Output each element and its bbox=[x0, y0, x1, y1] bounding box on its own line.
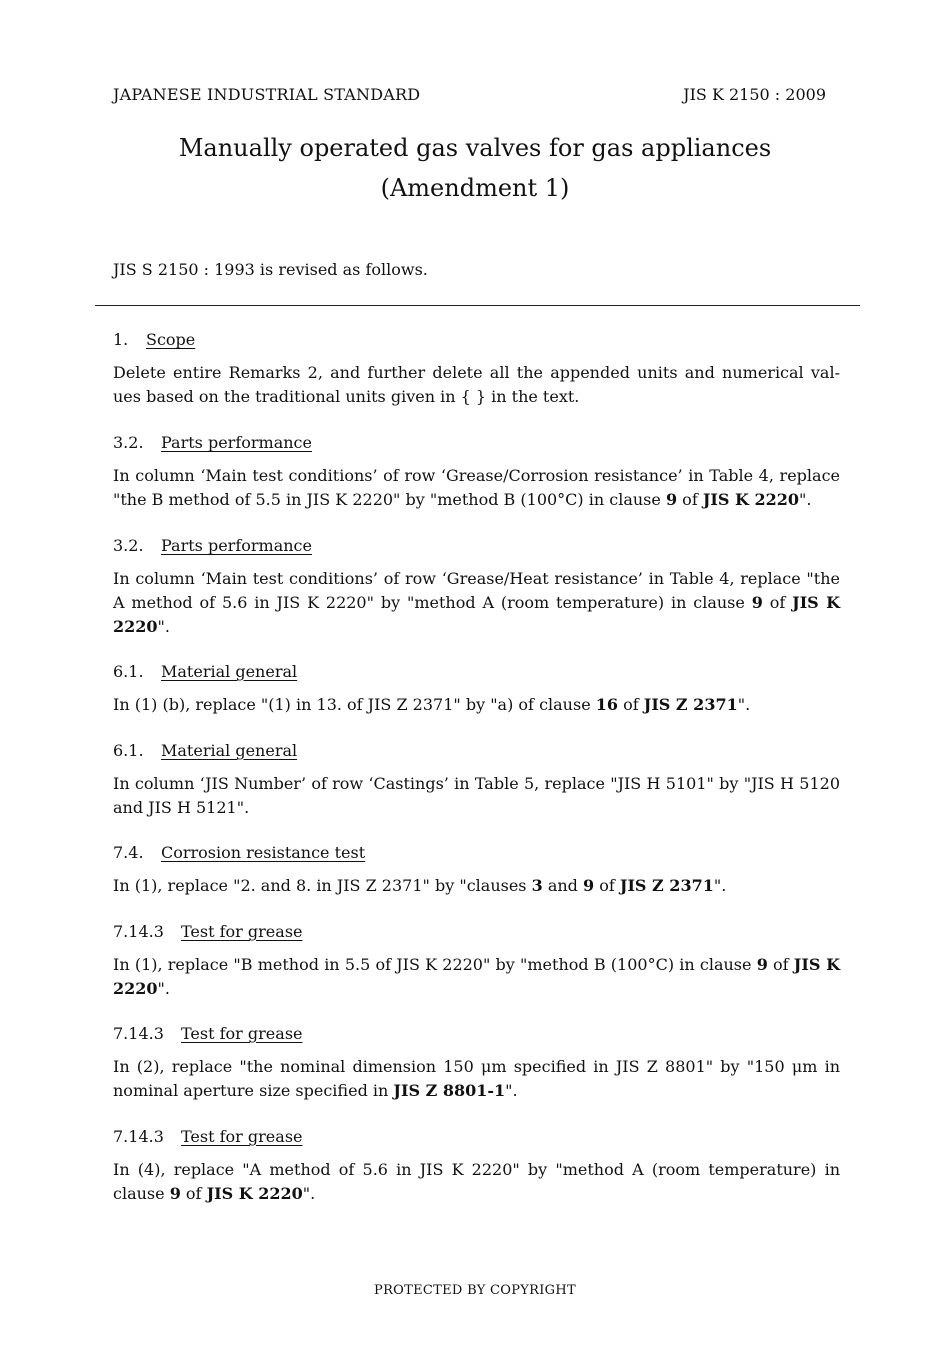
body-text: In column ‘Main test conditions’ of row ‘Grease/Corrosion resistance’ in Table 4, replace "the B method of 5.5 in JIS K 2220" by "method B (100°C) in clause bbox=[113, 466, 840, 509]
bold-reference: JIS K 2220 bbox=[113, 955, 840, 998]
section-test-for-grease-2 bbox=[113, 1022, 840, 1103]
section-parts-performance-1 bbox=[113, 431, 840, 512]
body-text: In (1), replace "2. and 8. in JIS Z 2371" by "clauses bbox=[113, 876, 532, 895]
body-text: ". bbox=[157, 617, 170, 636]
section-title: Test for grease bbox=[181, 1127, 303, 1146]
standard-number: JIS K 2150 : 2009 bbox=[683, 85, 826, 104]
section-heading bbox=[113, 431, 840, 455]
body-text: and bbox=[542, 876, 583, 895]
section-corrosion-resistance-test bbox=[113, 841, 840, 898]
section-number: 6.1. bbox=[113, 741, 144, 760]
section-title: Material general bbox=[161, 662, 298, 681]
section-title: Parts performance bbox=[161, 536, 312, 555]
body-text: of bbox=[594, 876, 620, 895]
body-text: of bbox=[180, 1184, 207, 1203]
section-title: Test for grease bbox=[181, 1024, 303, 1043]
section-heading bbox=[113, 328, 840, 352]
section-title: Material general bbox=[161, 741, 298, 760]
section-material-general-2 bbox=[113, 739, 840, 820]
section-title: Test for grease bbox=[181, 922, 303, 941]
document-title: Manually operated gas valves for gas appliances bbox=[178, 134, 772, 162]
bold-reference: JIS K 2220 bbox=[702, 490, 800, 509]
section-heading bbox=[113, 660, 840, 684]
body-text: of bbox=[618, 695, 644, 714]
body-text: ". bbox=[505, 1081, 518, 1100]
bold-reference: JIS Z 2371 bbox=[643, 695, 738, 714]
body-text: In column ‘Main test conditions’ of row ‘Grease/Heat resistance’ in Table 4, replace "the A method of 5.6 in JIS K 2220" by "method A (room temperature) in clause bbox=[113, 569, 840, 612]
bold-reference: JIS K 2220 bbox=[206, 1184, 303, 1203]
body-text: In (2), replace "the nominal dimension 150 μm specified in JIS Z 8801" by "150 μm in nominal aperture size specified in bbox=[113, 1057, 840, 1100]
section-number: 7.14.3 bbox=[113, 1024, 164, 1043]
bold-reference: JIS K 2220 bbox=[113, 593, 840, 636]
section-number: 3.2. bbox=[113, 433, 144, 452]
section-body bbox=[113, 464, 840, 512]
bold-reference: 3 bbox=[531, 876, 543, 895]
body-text: In (1), replace "B method in 5.5 of JIS K 2220" by "method B (100°C) in clause bbox=[113, 955, 757, 974]
section-heading bbox=[113, 1022, 840, 1046]
section-body bbox=[113, 1158, 840, 1206]
body-text: ". bbox=[302, 1184, 316, 1203]
body-text: of bbox=[767, 955, 794, 974]
section-test-for-grease-1 bbox=[113, 920, 840, 1001]
section-body bbox=[113, 772, 840, 820]
section-title: Scope bbox=[146, 330, 196, 349]
bold-reference: 9 bbox=[665, 490, 678, 509]
bold-reference: JIS Z 8801-1 bbox=[393, 1081, 506, 1100]
body-text: In column ‘JIS Number’ of row ‘Castings’ in Table 5, replace "JIS H 5101" by "JIS H 5120 and JIS H 5121". bbox=[113, 774, 840, 817]
section-heading bbox=[113, 1125, 840, 1149]
bold-reference: 9 bbox=[169, 1184, 181, 1203]
body-text: ". bbox=[157, 979, 170, 998]
section-heading bbox=[113, 920, 840, 944]
section-material-general-1 bbox=[113, 660, 840, 717]
section-number: 1. bbox=[113, 330, 129, 349]
section-heading bbox=[113, 739, 840, 763]
intro-text: JIS S 2150 : 1993 is revised as follows. bbox=[113, 260, 428, 279]
section-body bbox=[113, 361, 840, 409]
section-body bbox=[113, 874, 840, 898]
bold-reference: 16 bbox=[595, 695, 619, 714]
section-heading bbox=[113, 534, 840, 558]
body-text: In (4), replace "A method of 5.6 in JIS K 2220" by "method A (room temperature) in clause bbox=[113, 1160, 840, 1203]
section-number: 6.1. bbox=[113, 662, 144, 681]
body-text: ". bbox=[737, 695, 751, 714]
document-subtitle: (Amendment 1) bbox=[380, 174, 570, 202]
section-body bbox=[113, 567, 840, 639]
section-parts-performance-2 bbox=[113, 534, 840, 639]
body-text: In (1) (b), replace "(1) in 13. of JIS Z 2371" by "a) of clause bbox=[113, 695, 596, 714]
copyright-footer: PROTECTED BY COPYRIGHT bbox=[374, 1283, 576, 1298]
section-number: 7.14.3 bbox=[113, 1127, 164, 1146]
body-text: ". bbox=[799, 490, 812, 509]
bold-reference: 9 bbox=[756, 955, 768, 974]
section-title: Corrosion resistance test bbox=[161, 843, 366, 862]
standard-header: JAPANESE INDUSTRIAL STANDARD bbox=[113, 85, 421, 104]
bold-reference: JIS Z 2371 bbox=[619, 876, 714, 895]
divider-line bbox=[95, 305, 860, 306]
section-heading bbox=[113, 841, 840, 865]
section-test-for-grease-3 bbox=[113, 1125, 840, 1206]
section-number: 7.14.3 bbox=[113, 922, 164, 941]
section-body bbox=[113, 953, 840, 1001]
section-number: 7.4. bbox=[113, 843, 144, 862]
section-title: Parts performance bbox=[161, 433, 312, 452]
body-text: Delete entire Remarks 2, and further delete all the appended units and numerical val-ues based on the traditional units given in { } in the text. bbox=[113, 363, 840, 406]
bold-reference: 9 bbox=[583, 876, 595, 895]
section-number: 3.2. bbox=[113, 536, 144, 555]
body-text: ". bbox=[713, 876, 727, 895]
section-scope bbox=[113, 328, 840, 409]
section-body bbox=[113, 693, 840, 717]
section-body bbox=[113, 1055, 840, 1103]
bold-reference: 9 bbox=[751, 593, 763, 612]
body-text: of bbox=[677, 490, 703, 509]
body-text: of bbox=[762, 593, 793, 612]
